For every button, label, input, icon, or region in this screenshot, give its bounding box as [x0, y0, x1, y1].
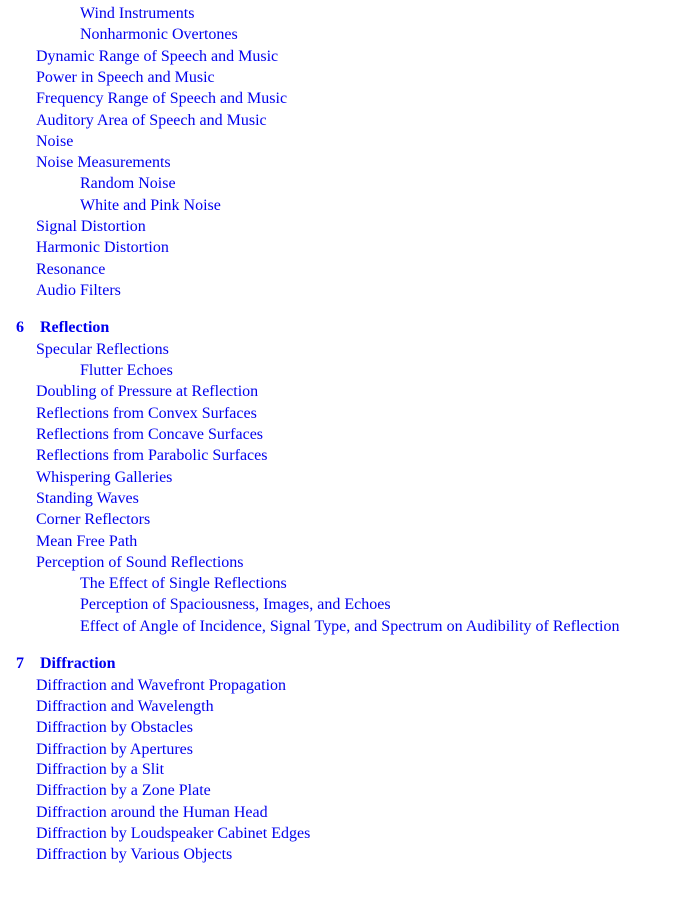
- chapter-title-link[interactable]: Diffraction: [40, 655, 116, 672]
- toc-section-link[interactable]: Diffraction by a Zone Plate: [36, 782, 211, 799]
- toc-section-link[interactable]: Specular Reflections: [36, 341, 169, 358]
- toc-subsection-link[interactable]: Wind Instruments: [80, 5, 195, 22]
- toc-section-link[interactable]: Resonance: [36, 261, 106, 278]
- toc-section-link[interactable]: Diffraction and Wavefront Propagation: [36, 677, 287, 694]
- chapter-number: 7: [16, 655, 24, 672]
- toc-section-link[interactable]: Standing Waves: [36, 490, 139, 507]
- toc-section-link[interactable]: Diffraction and Wavelength: [36, 698, 214, 715]
- toc-section-link[interactable]: Harmonic Distortion: [36, 239, 169, 256]
- toc-section-link[interactable]: Power in Speech and Music: [36, 69, 215, 86]
- toc-section-link[interactable]: Audio Filters: [36, 282, 121, 299]
- toc-section-link[interactable]: Signal Distortion: [36, 218, 146, 235]
- chapter-title-link[interactable]: Reflection: [40, 319, 110, 336]
- chapter-6-heading: [16, 318, 109, 338]
- toc-subsection-link[interactable]: The Effect of Single Reflections: [80, 575, 287, 592]
- toc-section-link[interactable]: Diffraction around the Human Head: [36, 804, 268, 821]
- toc-section-link[interactable]: Reflections from Convex Surfaces: [36, 405, 257, 422]
- toc-section-link[interactable]: Frequency Range of Speech and Music: [36, 90, 288, 107]
- toc-section-link[interactable]: Corner Reflectors: [36, 511, 151, 528]
- toc-subsection-link[interactable]: Nonharmonic Overtones: [80, 26, 238, 43]
- toc-section-link[interactable]: Diffraction by Various Objects: [36, 846, 233, 863]
- toc-subsection-link[interactable]: White and Pink Noise: [80, 197, 221, 214]
- toc-subsection-link[interactable]: Random Noise: [80, 175, 176, 192]
- toc-section-link[interactable]: Dynamic Range of Speech and Music: [36, 48, 279, 65]
- toc-subsection-link[interactable]: Effect of Angle of Incidence, Signal Type, and Spectrum on Audibility of Reflection: [80, 618, 620, 635]
- toc-section-link[interactable]: Reflections from Concave Surfaces: [36, 426, 264, 443]
- toc-section-link[interactable]: Perception of Sound Reflections: [36, 554, 244, 571]
- toc-section-link[interactable]: Mean Free Path: [36, 533, 138, 550]
- toc-section-link[interactable]: Whispering Galleries: [36, 469, 173, 486]
- toc-section-link[interactable]: Diffraction by Loudspeaker Cabinet Edges: [36, 825, 311, 842]
- toc-subsection-link[interactable]: Perception of Spaciousness, Images, and Echoes: [80, 596, 391, 613]
- chapter-number: 6: [16, 319, 24, 336]
- toc-section-link[interactable]: Diffraction by Obstacles: [36, 719, 193, 736]
- toc-section-link[interactable]: Diffraction by Apertures: [36, 741, 193, 758]
- chapter-7-heading: [16, 654, 116, 674]
- toc-subsection-link[interactable]: Flutter Echoes: [80, 362, 173, 379]
- toc-section-link[interactable]: Noise Measurements: [36, 154, 171, 171]
- toc-section-link[interactable]: Auditory Area of Speech and Music: [36, 112, 267, 129]
- toc-section-link[interactable]: Noise: [36, 133, 74, 150]
- toc-section-link[interactable]: Doubling of Pressure at Reflection: [36, 383, 259, 400]
- toc-section-link[interactable]: Reflections from Parabolic Surfaces: [36, 447, 268, 464]
- toc-section-link[interactable]: Diffraction by a Slit: [36, 761, 165, 778]
